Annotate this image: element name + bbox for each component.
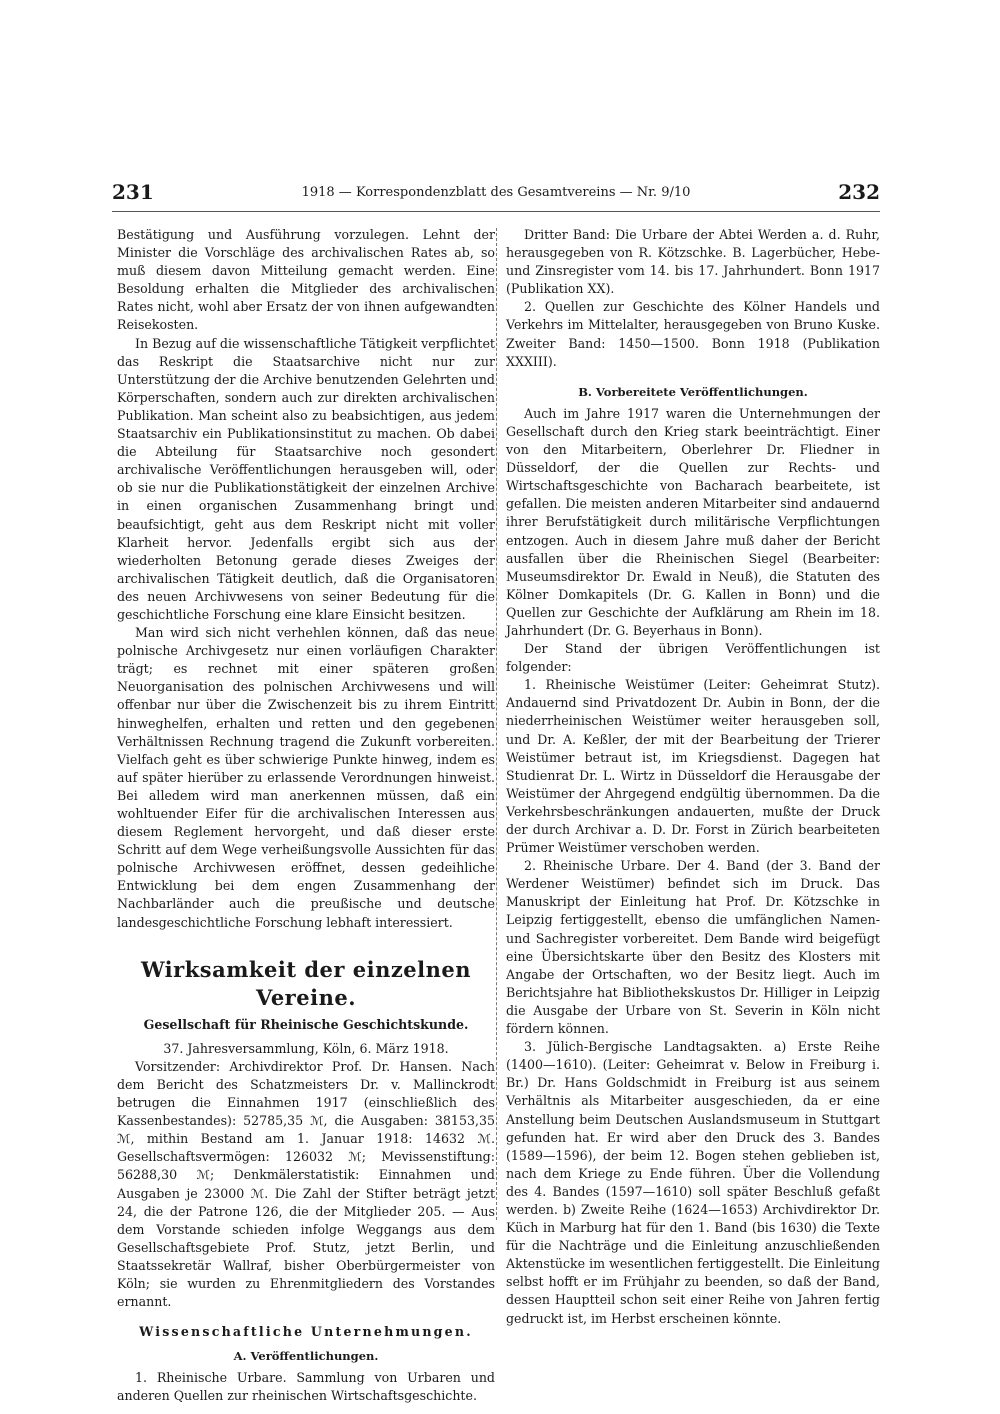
paragraph: 3. Jülich-Bergische Landtagsakten. a) Erste Reihe (1400—1610). (Leiter: Geheimrat v. Below in Freiburg i. Br.) Dr. Hans Goldschmidt in Freiburg ist aus seinem Verhältnis als Mitarbeiter ausgeschieden, da er eine Anstellung beim Deutschen Auslandsmuseum in Stuttgart gefunden hat. Er wird aber den Druck des 3. Bandes (1589—1596), der beim 12. Bogen stehen geblieben ist, nach dem Kriege zu Ende führen. Über die Vollendung des 4. Bandes (1597—1610) soll später Beschluß gefaßt werden. b) Zweite Reihe (1624—1653) Archivdirektor Dr. Küch in Marburg hat für den 1. Band (bis 1630) die Texte für die Nachträge und die Einleitung anzuschließenden Aktenstücke im wesentlichen fertiggestellt. Die Einleitung selbst hofft er im Frühjahr zu beenden, so daß der Band, dessen Hauptteil schon seit einer Reihe von Jahren fertig gedruckt ist, im Herbst erscheinen könnte. (506, 1039, 880, 1326)
paragraph: 1. Rheinische Urbare. Sammlung von Urbaren und anderen Quellen zur rheinischen Wirtschaftsgeschichte. (117, 1370, 495, 1404)
section-title: Wirksamkeit der einzelnen Vereine. (140, 956, 472, 1010)
paragraph: 2. Quellen zur Geschichte des Kölner Handels und Verkehrs im Mittelalter, herausgegeben von Bruno Kuske. Zweiter Band: 1450—1500. Bonn 1918 (Publikation XXXIII). (506, 299, 880, 369)
paragraph: Bestätigung und Ausführung vorzulegen. Lehnt der Minister die Vorschläge des archivalischen Rates ab, so muß diesem davon Mitteilung gemacht werden. Eine Besoldung erhalten die Mitglieder des archivalischen Rates nicht, wohl aber Ersatz der von ihnen aufgewandten Reisekosten. (117, 227, 495, 333)
page-header (112, 180, 880, 208)
paragraph: Vorsitzender: Archivdirektor Prof. Dr. Hansen. Nach dem Bericht des Schatzmeisters Dr. v. Mallinckrodt betrugen die Einnahmen 1917 (einschließlich des Kassenbestandes): 52785,35 ℳ, die Ausgaben: 38153,35 ℳ, mithin Bestand am 1. Januar 1918: 14632 ℳ. Gesellschaftsvermögen: 126032 ℳ; Mevissenstiftung: 56288,30 ℳ; Denkmälerstatistik: Einnahmen und Ausgaben je 23000 ℳ. Die Zahl der Stifter beträgt jetzt 24, die der Patrone 126, die der Mitglieder 205. — Aus dem Vorstande schieden infolge Weggangs aus dem Gesellschaftsgebiete Prof. Stutz, jetzt Berlin, und Staatssekretär Wallraf, bisher Oberbürgermeister von Köln; sie wurden zu Ehrenmitgliedern des Vorstandes ernannt. (117, 1058, 495, 1310)
meeting-line: 37. Jahresversammlung, Köln, 6. März 1918. (163, 1040, 449, 1056)
page-number-left: 231 (112, 180, 154, 204)
paragraph: 2. Rheinische Urbare. Der 4. Band (der 3. Band der Werdener Weistümer) befindet sich im Druck. Das Manuskript der Einleitung hat Prof. Dr. Kötzschke in Leipzig fertiggestellt, ebenso die umfänglichen Namen- und Sachregister vorbereitet. Dem Bande wird beigefügt eine Übersichtskarte über den Besitz des Klosters mit Angabe der Ortschaften, wo der Besitz liegt. Auch im Berichtsjahre hat Bibliothekskustos Dr. Hilliger in Leipzig die Ausgabe der Urbare von St. Severin in Köln nicht fördern können. (506, 858, 880, 1037)
left-column (117, 226, 495, 1406)
paragraph: Der Stand der übrigen Veröffentlichungen ist folgender: (506, 641, 880, 675)
undertakings-heading: Wissenschaftliche Unternehmungen. (139, 1324, 473, 1340)
publications-heading: A. Veröffentlichungen. (233, 1349, 379, 1364)
prepared-publications-heading: B. Vorbereitete Veröffentlichungen. (578, 384, 808, 399)
paragraph: Man wird sich nicht verhehlen können, daß das neue polnische Archivgesetz nur einen vorläufigen Charakter trägt; es rechnet mit einer späteren großen Neuorganisation des polnischen Archivwesens und will offenbar nur über die Zwischenzeit bis zu ihrem Eintritt hinweghelfen, erhalten und retten und den gegebenen Verhältnissen Rechnung tragend die Zukunft vorbereiten. Vielfach geht es über schwierige Punkte hinweg, indem es auf später hierüber zu erlassende Verordnungen hinweist. Bei alledem wird man anerkennen müssen, daß ein wohltuender Eifer für die archivalischen Interessen aus diesem Reglement hervorgeht, und daß dieser erste Schritt auf dem Wege verheißungsvolle Aussichten für das polnische Archivwesen eröffnet, dessen gedeihliche Entwicklung bei dem engen Zusammenhang der Nachbarländer auch die preußische und deutsche landesgeschichtliche Forschung lebhaft interessiert. (117, 625, 495, 930)
right-column (506, 226, 880, 1328)
page-number-right: 232 (838, 180, 880, 204)
header-rule (112, 211, 880, 212)
running-title: 1918 — Korrespondenzblatt des Gesamtvereins — Nr. 9/10 (301, 185, 691, 200)
paragraph: Dritter Band: Die Urbare der Abtei Werden a. d. Ruhr, herausgegeben von R. Kötzschke. B. Lagerbücher, Hebe- und Zinsregister vom 14. bis 17. Jahrhundert. Bonn 1917 (Publikation XX). (506, 227, 880, 297)
paragraph: Auch im Jahre 1917 waren die Unternehmungen der Gesellschaft durch den Krieg stark beeinträchtigt. Einer von den Mitarbeitern, Oberlehrer Dr. Fliedner in Düsseldorf, der die Quellen zur Rechts- und Wirtschaftsgeschichte von Bacharach bearbeitete, ist gefallen. Die meisten anderen Mitarbeiter sind andauernd ihrer Berufstätigkeit durch militärische Verpflichtungen entzogen. Auch in diesem Jahre muß daher der Bericht ausfallen über die Rheinischen Siegel (Bearbeiter: Museumsdirektor Dr. Ewald in Neuß), die Statuten des Kölner Domkapitels (Dr. G. Kallen in Bonn) und die Quellen zur Geschichte der Aufklärung am Rhein im 18. Jahrhundert (Dr. G. Beyerhaus in Bonn). (506, 405, 880, 638)
paragraph: 1. Rheinische Weistümer (Leiter: Geheimrat Stutz). Andauernd sind Privatdozent Dr. Aubin in Bonn, der die niederrheinischen Weistümer weiter herausgeben soll, und Dr. A. Keßler, der mit der Bearbeitung der Trierer Weistümer betraut ist, im Kriegsdienst. Dagegen hat Studienrat Dr. L. Wirtz in Düsseldorf die Herausgabe der Weistümer der Ahrgegend endgültig übernommen. Da die Verkehrsbeschränkungen andauerten, mußte der Druck der durch Archivar a. D. Dr. Forst in Zürich bearbeiteten Prümer Weistümer verschoben werden. (506, 677, 880, 856)
paragraph: In Bezug auf die wissenschaftliche Tätigkeit verpflichtet das Reskript die Staatsarchive nicht nur zur Unterstützung der die Archive benutzenden Gelehrten und Körperschaften, sondern auch zur direkten archivalischen Publikation. Man scheint also zu beabsichtigen, aus jedem Staatsarchiv ein Publikationsinstitut zu machen. Ob dabei die Abteilung für Staatsarchive noch gesondert archivalische Veröffentlichungen herausgeben will, oder ob sie nur die Publikationstätigkeit der einzelnen Archive in einen organischen Zusammenhang bringt und beaufsichtigt, geht aus dem Reskript nicht mit voller Klarheit hervor. Jedenfalls ergibt sich aus der wiederholten Betonung gerade dieses Zweiges der archivalischen Tätigkeit deutlich, daß die Organisatoren des neuen Archivwesens von seiner Bedeutung für die geschichtliche Forschung eine klare Einsicht besitzen. (117, 335, 495, 622)
column-divider (496, 228, 497, 1220)
society-title: Gesellschaft für Rheinische Geschichtskunde. (143, 1016, 469, 1032)
